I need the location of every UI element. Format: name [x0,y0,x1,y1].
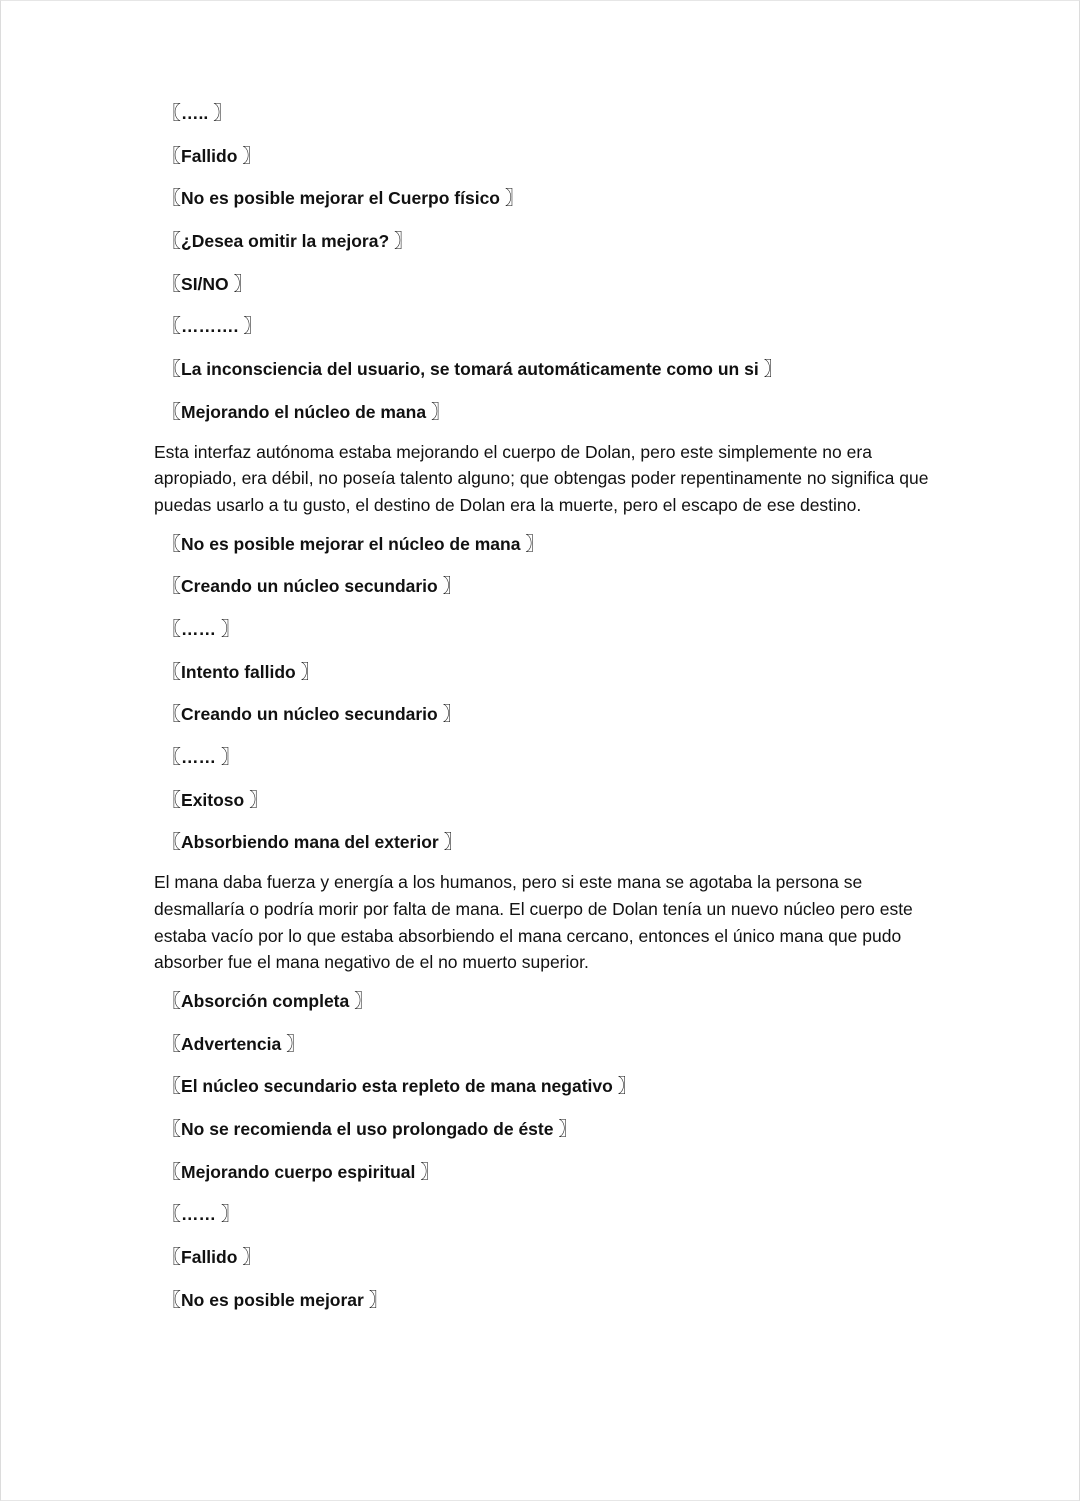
system-message [154,660,929,684]
document-body [154,101,929,1330]
system-message-text: Fallido [181,145,243,166]
close-bracket: 〗 [763,359,783,381]
system-message [154,745,929,769]
open-bracket: 〖 [162,533,182,555]
system-message [154,272,929,296]
system-message-text: Advertencia [181,1033,287,1054]
system-message [154,1160,929,1184]
open-bracket: 〖 [162,576,182,598]
system-message [154,989,929,1013]
close-bracket: 〗 [220,618,240,640]
system-message [154,1245,929,1269]
system-message-text: …… [181,1204,221,1225]
system-message-text: Mejorando cuerpo espiritual [181,1161,421,1182]
close-bracket: 〗 [394,231,414,253]
close-bracket: 〗 [558,1118,578,1140]
system-message-text: Creando un núcleo secundario [181,576,443,597]
narrative-paragraph: El mana daba fuerza y energía a los humanos, pero si este mana se agotaba la persona se desmallaría o podría morir por falta de mana. El cuerpo de Dolan tenía un nuevo núcleo pero este estaba vacío por lo que estaba absorbiendo el mana cercano, entonces el único mana que pudo absorber fue el mana negativo de el no muerto superior. [154,872,913,973]
open-bracket: 〖 [162,359,182,381]
close-bracket: 〗 [420,1161,440,1183]
system-message [154,144,929,168]
system-message [154,830,929,854]
close-bracket: 〗 [442,704,462,726]
close-bracket: 〗 [442,576,462,598]
open-bracket: 〖 [162,1247,182,1269]
system-message [154,532,929,556]
system-message-text: Mejorando el núcleo de mana [181,401,431,422]
close-bracket: 〗 [286,1033,306,1055]
system-message-text: …… [181,618,221,639]
open-bracket: 〖 [162,103,182,124]
close-bracket: 〗 [368,1289,388,1311]
open-bracket: 〖 [162,231,182,253]
close-bracket: 〗 [233,273,253,295]
system-message-text: No es posible mejorar [181,1289,369,1310]
open-bracket: 〖 [162,704,182,726]
close-bracket: 〗 [525,533,545,555]
open-bracket: 〖 [162,1033,182,1055]
system-message-text: ¿Desea omitir la mejora? [181,231,395,252]
open-bracket: 〖 [162,401,182,423]
system-message-text: No se recomienda el uso prolongado de éste [181,1118,559,1139]
close-bracket: 〗 [243,316,263,338]
open-bracket: 〖 [162,618,182,640]
open-bracket: 〖 [162,789,182,811]
system-message-text: Absorbiendo mana del exterior [181,832,444,853]
open-bracket: 〖 [162,273,182,295]
system-message-text: …… [181,747,221,768]
close-bracket: 〗 [242,1247,262,1269]
close-bracket: 〗 [242,145,262,167]
close-bracket: 〗 [300,661,320,683]
system-message [154,186,929,210]
system-message [154,101,929,125]
system-message [154,574,929,598]
system-message-text: La inconsciencia del usuario, se tomará automáticamente como un si [181,359,764,380]
open-bracket: 〖 [162,1204,182,1226]
open-bracket: 〖 [162,1076,182,1098]
system-message-text: Exitoso [181,789,250,810]
close-bracket: 〗 [443,832,463,854]
system-message [154,1117,929,1141]
open-bracket: 〖 [162,188,182,210]
system-message-text: ….. [181,103,214,123]
open-bracket: 〖 [162,661,182,683]
close-bracket: 〗 [354,990,374,1012]
system-message [154,617,929,641]
open-bracket: 〖 [162,145,182,167]
system-message-text: Fallido [181,1247,243,1268]
open-bracket: 〖 [162,832,182,854]
open-bracket: 〖 [162,316,182,338]
system-message-text: SI/NO [181,273,234,294]
close-bracket: 〗 [213,103,233,124]
system-message [154,314,929,338]
close-bracket: 〗 [430,401,450,423]
system-message [154,357,929,381]
close-bracket: 〗 [504,188,524,210]
close-bracket: 〗 [220,1204,240,1226]
system-message-text: Creando un núcleo secundario [181,704,443,725]
system-message [154,1288,929,1312]
close-bracket: 〗 [220,747,240,769]
open-bracket: 〖 [162,990,182,1012]
close-bracket: 〗 [617,1076,637,1098]
system-message [154,788,929,812]
narrative-paragraph: Esta interfaz autónoma estaba mejorando el cuerpo de Dolan, pero este simplemente no era apropiado, era débil, no poseía talento alguno; que obtengas poder repentinamente no significa que puedas usarlo a tu gusto, el destino de Dolan era la muerte, pero el escapo de ese destino. [154,441,929,515]
system-message-text: Absorción completa [181,990,355,1011]
system-message [154,1202,929,1226]
system-message-text: Intento fallido [181,661,301,682]
system-message-text: No es posible mejorar el núcleo de mana [181,533,526,554]
system-message [154,1074,929,1098]
open-bracket: 〖 [162,1118,182,1140]
system-message [154,229,929,253]
open-bracket: 〖 [162,1161,182,1183]
open-bracket: 〖 [162,747,182,769]
system-message-text: El núcleo secundario esta repleto de mana negativo [181,1076,618,1097]
system-message [154,702,929,726]
system-message [154,400,929,424]
open-bracket: 〖 [162,1289,182,1311]
system-message [154,1032,929,1056]
system-message-text: No es posible mejorar el Cuerpo físico [181,188,505,209]
close-bracket: 〗 [249,789,269,811]
system-message-text: ………. [181,316,244,337]
